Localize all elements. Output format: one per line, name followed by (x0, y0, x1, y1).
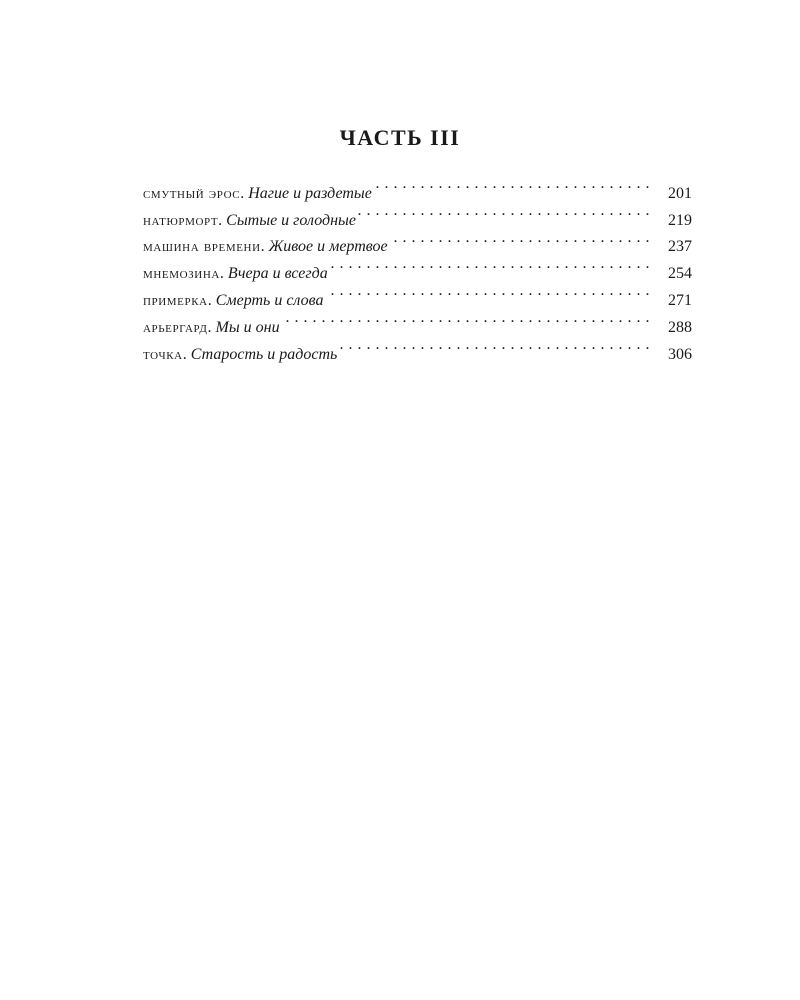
separator-period: . (219, 265, 224, 283)
chapter-subtitle: Живое и мертвое (268, 238, 388, 256)
dot-leader (374, 171, 650, 198)
page-number: 201 (668, 184, 692, 202)
chapter-title: точка (143, 345, 183, 363)
chapter-title: смутный эрос (143, 184, 241, 202)
separator-period: . (207, 318, 212, 336)
chapter-subtitle: Мы и они (215, 318, 280, 336)
chapter-subtitle: Старость и радость (190, 345, 338, 363)
toc-entry (143, 278, 692, 309)
separator-period: . (218, 211, 223, 229)
page-number: 219 (668, 211, 692, 229)
part-title: ЧАСТЬ III (339, 125, 461, 150)
separator-period: . (240, 184, 245, 202)
chapter-title: примерка (143, 291, 208, 309)
separator-period: . (182, 345, 187, 363)
chapter-subtitle: Сытые и голодные (226, 211, 356, 229)
chapter-title: натюрморт (143, 211, 219, 229)
table-of-contents (143, 171, 692, 363)
page-number: 237 (668, 238, 692, 256)
chapter-title: машина времени (143, 238, 261, 256)
dot-leader (330, 251, 650, 278)
chapter-title: мнемозина (143, 265, 220, 283)
chapter-title: арьергард (143, 318, 208, 336)
toc-entry (143, 171, 692, 202)
chapter-subtitle: Смерть и слова (215, 291, 324, 309)
page-number: 271 (668, 291, 692, 309)
chapter-subtitle: Вчера и всегда (227, 265, 328, 283)
dot-leader (339, 332, 650, 359)
page-number: 288 (668, 318, 692, 336)
dot-leader (358, 198, 650, 225)
chapter-subtitle: Нагие и раздетые (248, 184, 372, 202)
page-number: 254 (668, 265, 692, 283)
dot-leader (390, 225, 650, 252)
dot-leader (325, 278, 650, 305)
separator-period: . (260, 238, 265, 256)
page-number: 306 (668, 345, 692, 363)
separator-period: . (207, 291, 212, 309)
dot-leader (282, 305, 650, 332)
